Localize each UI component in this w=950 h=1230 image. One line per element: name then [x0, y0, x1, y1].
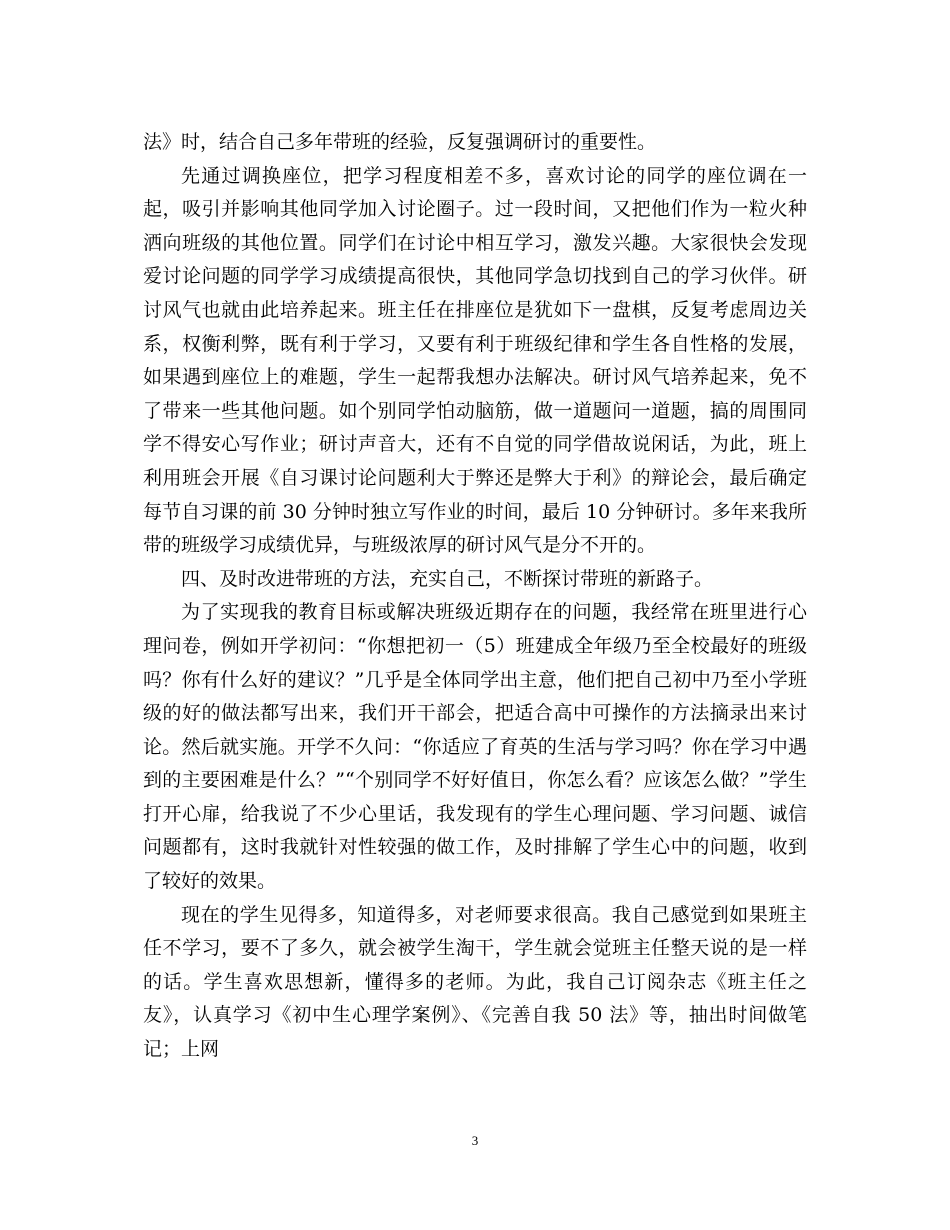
paragraph-questionnaire: 为了实现我的教育目标或解决班级近期存在的问题，我经常在班里进行心理问卷，例如开学初问：“你想把初一（5）班建成全年级乃至全校最好的班级吗？你有什么好的建议？”几乎是全体同学出主意，他们把自己初中乃至小学班级的好的做法都写出来，我们开干部会，把适合高中可操作的方法摘录出来讨论。然后就实施。开学不久问：“你适应了育英的生活与学习吗？你在学习中遇到的主要困难是什么？”“个别同学不好好值日，你怎么看？应该怎么做？”学生打开心扉，给我说了不少心里话，我发现有的学生心理问题、学习问题、诚信问题都有，这时我就针对性较强的做工作，及时排解了学生心中的问题，收到了较好的效果。: [143, 601, 807, 893]
section-heading-four: 四、及时改进带班的方法，充实自己，不断探讨带班的新路子。: [181, 567, 714, 590]
document-body: [143, 126, 807, 1067]
page-number: 3: [471, 1133, 479, 1148]
paragraph-continuation: 法》时，结合自己多年带班的经验，反复强调研讨的重要性。: [143, 131, 657, 153]
paragraph-self-study: 现在的学生见得多，知道得多，对老师要求很高。我自己感觉到如果班主任不学习，要不了多久，就会被学生淘干，学生就会觉班主任整天说的是一样的话。学生喜欢思想新，懂得多的老师。为此，我自己订阅杂志《班主任之友》，认真学习《初中生心理学案例》、《完善自我 50 法》等，抽出时间做笔记；上网: [143, 903, 807, 1061]
paragraph-seating: 先通过调换座位，把学习程度相差不多，喜欢讨论的同学的座位调在一起，吸引并影响其他同学加入讨论圈子。过一段时间，又把他们作为一粒火种洒向班级的其他位置。同学们在讨论中相互学习，激发兴趣。大家很快会发现爱讨论问题的同学学习成绩提高很快，其他同学急切找到自己的学习伙伴。研讨风气也就由此培养起来。班主任在排座位是犹如下一盘棋，反复考虑周边关系，权衡利弊，既有利于学习，又要有利于班级纪律和学生各自性格的发展，如果遇到座位上的难题，学生一起帮我想办法解决。研讨风气培养起来，免不了带来一些其他问题。如个别同学怕动脑筋，做一道题问一道题，搞的周围同学不得安心写作业；研讨声音大，还有不自觉的同学借故说闲话，为此，班上利用班会开展《自习课讨论问题利大于弊还是弊大于利》的辩论会，最后确定每节自习课的前 30 分钟时独立写作业的时间，最后 10 分钟研讨。多年来我所带的班级学习成绩优异，与班级浓厚的研讨风气是分不开的。: [143, 164, 807, 557]
